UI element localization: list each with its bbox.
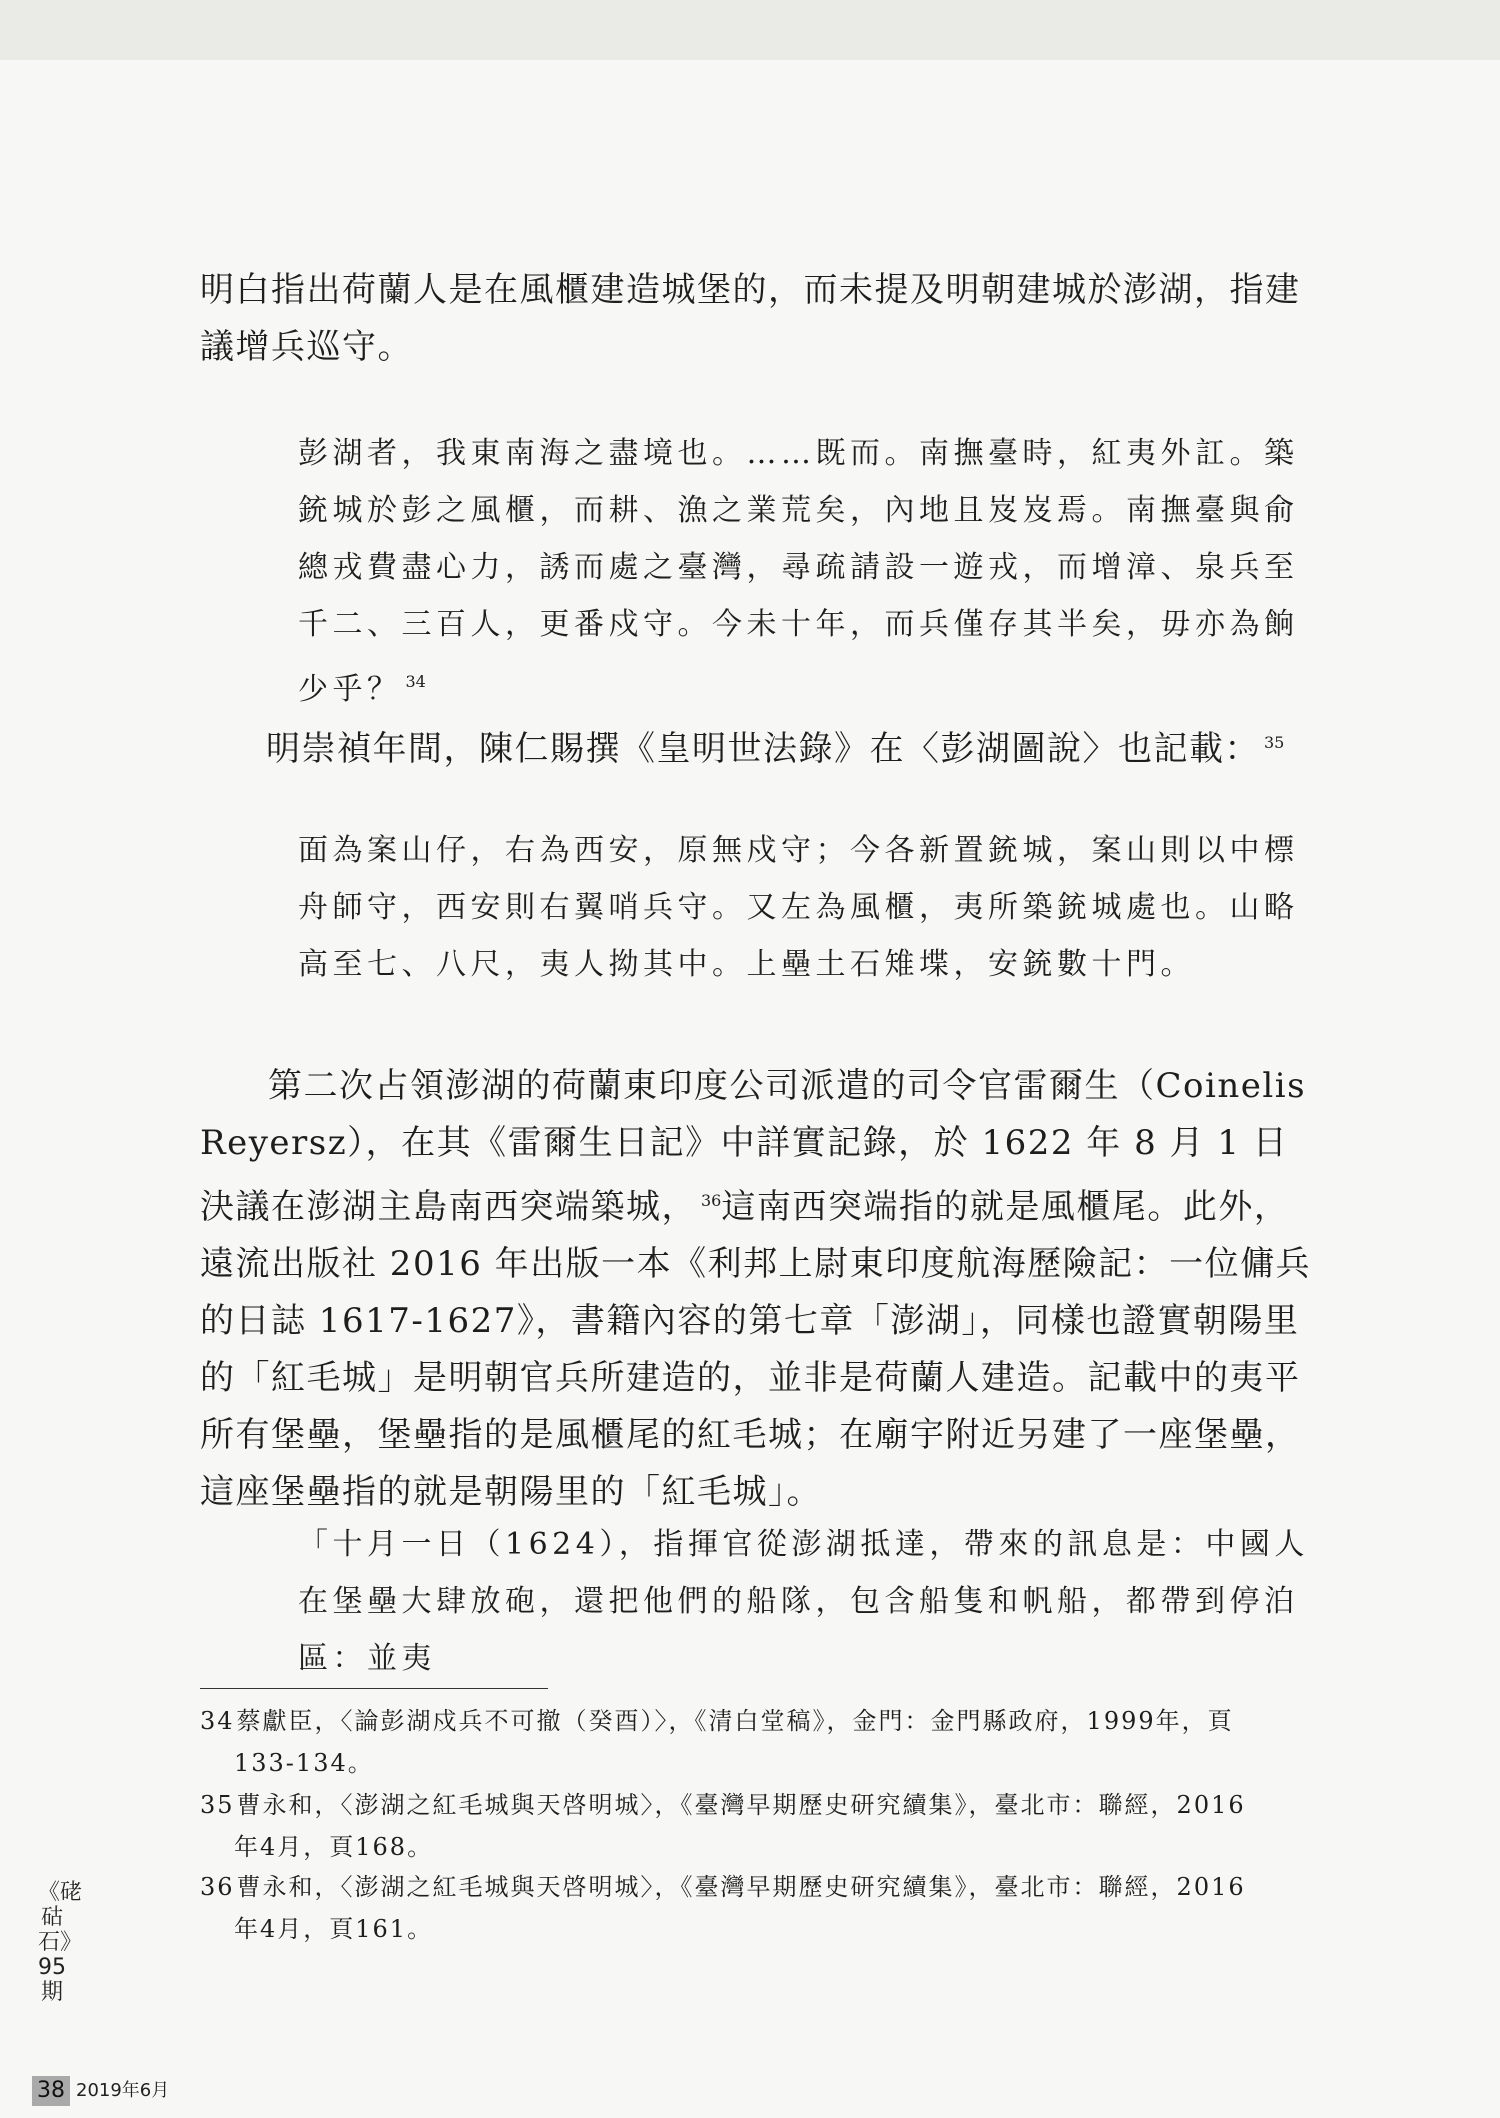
- footnote-text-continued: 年4月，頁161。: [234, 1915, 434, 1943]
- block-quote-1: [298, 425, 1318, 718]
- footnote-text: 曹永和，〈澎湖之紅毛城與天啓明城〉，《臺灣早期歷史研究續集》，臺北市：聯經，2016: [236, 1791, 1246, 1819]
- footnote-text: 曹永和，〈澎湖之紅毛城與天啓明城〉，《臺灣早期歷史研究續集》，臺北市：聯經，2016: [236, 1873, 1246, 1901]
- paragraph-reyersz: [200, 1058, 1320, 1521]
- footnote-number: 36: [200, 1873, 235, 1901]
- journal-title-vertical: 《硓𥑮石》95期: [38, 1880, 83, 2005]
- footnote-ref-35[interactable]: 35: [1264, 733, 1285, 752]
- block-quote-3: 「十月一日（1624），指揮官從澎湖抵達，帶來的訊息是：中國人在堡壘大肆放砲，還把他們的船隊，包含船隻和帆船，都帶到停泊區：並夷: [298, 1527, 1309, 1676]
- footnote-number: 35: [200, 1791, 235, 1819]
- footnote-34: [200, 1700, 1320, 1784]
- intro-paragraph: 明白指出荷蘭人是在風櫃建造城堡的，而未提及明朝建城於澎湖，指建議增兵巡守。: [200, 270, 1301, 367]
- block-quote-1-text: 彭湖者，我東南海之盡境也。……既而。南撫臺時，紅夷外訌。築銃城於彭之風櫃，而耕、漁之業荒矣，內地且岌岌焉。南撫臺與俞總戎費盡心力，誘而處之臺灣，尋疏請設一遊戎，而增漳、泉兵至千二、三百人，更番戍守。今未十年，而兵僅存其半矣，毋亦為餉少乎？: [298, 436, 1299, 707]
- footnote-ref-34[interactable]: 34: [405, 672, 426, 691]
- issue-date: 2019年6月: [76, 2080, 170, 2101]
- footnote-text-continued: 年4月，頁168。: [234, 1833, 434, 1861]
- page-number: 38: [32, 2076, 70, 2106]
- paragraph-chen-renci-text: 明崇禎年間，陳仁賜撰《皇明世法錄》在〈彭湖圖說〉也記載：: [266, 729, 1260, 769]
- footnote-rule: [200, 1688, 548, 1689]
- paragraph-reyersz-text-b: 這南西突端指的就是風櫃尾。此外，遠流出版社 2016 年出版一本《利邦上尉東印度航海歷險記：一位傭兵的日誌 1617-1627》，書籍內容的第七章「澎湖」，同樣也證實朝陽里的「紅毛城」是明朝官兵所建造的，並非是荷蘭人建造。記載中的夷平所有堡壘，堡壘指的是風櫃尾的紅毛城；在廟宇附近另建了一座堡壘，這座堡壘指的就是朝陽里的「紅毛城」。: [200, 1187, 1312, 1512]
- block-quote-2: 面為案山仔，右為西安，原無戍守；今各新置銃城，案山則以中標舟師守，西安則右翼哨兵守。又左為風櫃，夷所築銃城處也。山略高至七、八尺，夷人拗其中。上壘土石雉堞，安銃數十門。: [298, 833, 1299, 982]
- paragraph-reyersz-text-a: 第二次占領澎湖的荷蘭東印度公司派遣的司令官雷爾生（Coinelis Reyersz），在其《雷爾生日記》中詳實記錄，於 1622 年 8 月 1 日決議在澎湖主島南西突端築城，: [200, 1066, 1307, 1227]
- footnote-text-continued: 133-134。: [234, 1749, 374, 1777]
- scan-top-band: [0, 0, 1500, 60]
- footnote-36: [200, 1866, 1320, 1950]
- footnote-text: 蔡獻臣，〈論彭湖戍兵不可撤（癸酉）〉，《清白堂稿》，金門：金門縣政府，1999年，頁: [236, 1707, 1234, 1735]
- footnote-ref-36[interactable]: 36: [701, 1191, 722, 1210]
- footnote-35: [200, 1784, 1320, 1868]
- footnote-number: 34: [200, 1707, 235, 1735]
- paragraph-chen-renci: [266, 714, 1320, 778]
